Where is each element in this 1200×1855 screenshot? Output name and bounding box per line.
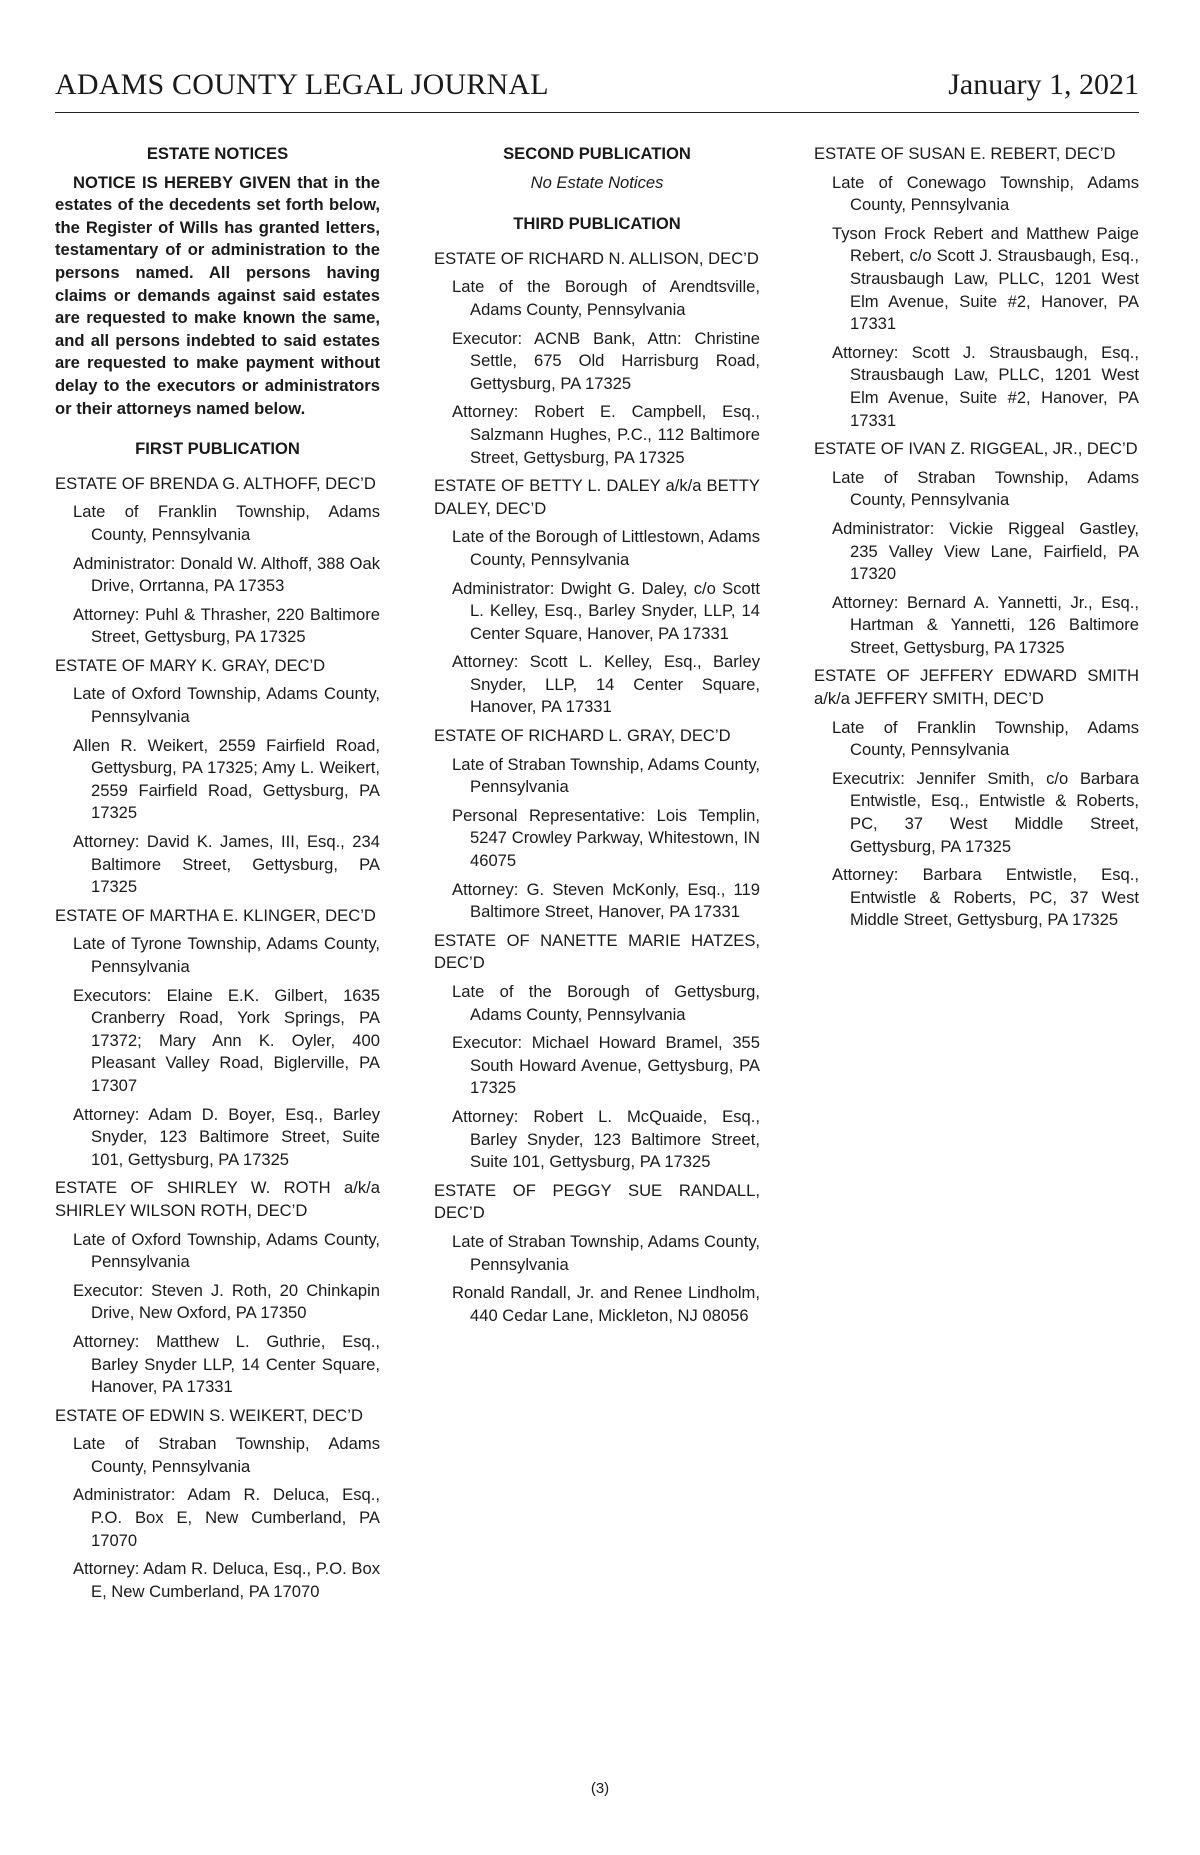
second-publication-heading: SECOND PUBLICATION — [503, 144, 691, 163]
estate-detail: Late of Conewago Township, Adams County, Pennsylvania — [832, 172, 1139, 215]
estate-detail: Attorney: Robert E. Campbell, Esq., Salzmann Hughes, P.C., 112 Baltimore Street, Gettysburg, PA 17325 — [452, 402, 760, 467]
estate-detail: Late of Oxford Township, Adams County, Pennsylvania — [73, 1229, 380, 1272]
first-publication-heading: FIRST PUBLICATION — [135, 439, 300, 459]
estate-notice — [434, 725, 760, 924]
estate-detail: Administrator: Donald W. Althoff, 388 Oak Drive, Orrtanna, PA 17353 — [73, 553, 380, 596]
estate-notice — [55, 1177, 380, 1398]
estate-notice — [55, 1405, 380, 1604]
journal-header — [55, 64, 1139, 113]
estate-notice — [434, 930, 760, 1174]
estate-title: ESTATE OF EDWIN S. WEIKERT, DEC’D — [55, 1405, 363, 1425]
estate-detail: Late of Franklin Township, Adams County, Pennsylvania — [832, 717, 1139, 760]
estate-detail: Administrator: Vickie Riggeal Gastley, 235 Valley View Lane, Fairfield, PA 17320 — [832, 518, 1139, 584]
estate-title: ESTATE OF SHIRLEY W. ROTH a/k/a SHIRLEY WILSON ROTH, DEC’D — [55, 1178, 380, 1220]
estate-title: ESTATE OF MARY K. GRAY, DEC’D — [55, 655, 326, 675]
estate-detail: Late of Straban Township, Adams County, Pennsylvania — [73, 1434, 380, 1476]
estate-title: ESTATE OF RICHARD L. GRAY, DEC’D — [434, 726, 731, 746]
estate-title: ESTATE OF JEFFERY EDWARD SMITH a/k/a JEFFERY SMITH, DEC’D — [814, 666, 1139, 709]
estate-notice — [814, 438, 1139, 659]
estate-detail: Attorney: Puhl & Thrasher, 220 Baltimore Street, Gettysburg, PA 17325 — [73, 604, 380, 647]
estate-detail: Executor: Steven J. Roth, 20 Chinkapin Drive, New Oxford, PA 17350 — [73, 1280, 380, 1323]
estate-title: ESTATE OF NANETTE MARIE HATZES, DEC’D — [434, 930, 760, 973]
estate-title: ESTATE OF BETTY L. DALEY a/k/a BETTY DALEY, DEC’D — [434, 476, 760, 518]
estate-title: ESTATE OF IVAN Z. RIGGEAL, JR., DEC’D — [814, 439, 1138, 459]
estate-detail: Late of Straban Township, Adams County, Pennsylvania — [832, 467, 1139, 510]
estate-detail: Late of Tyrone Township, Adams County, Pennsylvania — [73, 934, 380, 976]
estate-notice — [434, 248, 760, 469]
estate-notice — [55, 905, 380, 1172]
notice-intro: NOTICE IS HEREBY GIVEN that in the estates of the decedents set forth below, the Register of Wills has granted letters, testamentary of or administration to the persons named. All persons having claims or demands against said estates are requested to make known the same, and all persons indebted to said estates are requested to make payment without delay to the executors or administrators or their attorneys named below. — [55, 172, 380, 418]
column-1 — [55, 143, 380, 1609]
estate-title: ESTATE OF PEGGY SUE RANDALL, DEC’D — [434, 1180, 760, 1223]
estate-detail: Attorney: Adam R. Deluca, Esq., P.O. Box E, New Cumberland, PA 17070 — [73, 1559, 380, 1601]
estate-notice — [434, 475, 760, 719]
column-3 — [814, 143, 1139, 938]
estate-detail: Attorney: Scott J. Strausbaugh, Esq., Strausbaugh Law, PLLC, 1201 West Elm Avenue, Suite #2, Hanover, PA 17331 — [832, 342, 1139, 430]
estate-notice — [814, 665, 1139, 932]
estate-detail: Executor: Michael Howard Bramel, 355 South Howard Avenue, Gettysburg, PA 17325 — [452, 1033, 760, 1098]
estate-detail: Attorney: Bernard A. Yannetti, Jr., Esq., Hartman & Yannetti, 126 Baltimore Street, Gettysburg, PA 17325 — [832, 592, 1139, 657]
estate-detail: Attorney: Robert L. McQuaide, Esq., Barley Snyder, 123 Baltimore Street, Suite 101, Gettysburg, PA 17325 — [452, 1106, 760, 1172]
estate-detail: Administrator: Dwight G. Daley, c/o Scott L. Kelley, Esq., Barley Snyder, LLP, 14 Center Square, Hanover, PA 17331 — [452, 578, 760, 643]
page-number: (3) — [590, 1780, 610, 1797]
estate-detail: Attorney: Matthew L. Guthrie, Esq., Barley Snyder LLP, 14 Center Square, Hanover, PA 17331 — [73, 1331, 380, 1397]
estate-detail: Late of Oxford Township, Adams County, Pennsylvania — [73, 684, 380, 727]
estate-detail: Personal Representative: Lois Templin, 5247 Crowley Parkway, Whitestown, IN 46075 — [452, 805, 760, 871]
estate-detail: Ronald Randall, Jr. and Renee Lindholm, 440 Cedar Lane, Mickleton, NJ 08056 — [452, 1283, 760, 1325]
estate-detail: Attorney: Adam D. Boyer, Esq., Barley Snyder, 123 Baltimore Street, Suite 101, Gettysburg, PA 17325 — [73, 1104, 380, 1169]
third-publication-heading: THIRD PUBLICATION — [513, 214, 681, 234]
first-publication-estates — [55, 473, 380, 1604]
estate-notice — [55, 473, 380, 649]
estate-detail: Allen R. Weikert, 2559 Fairfield Road, Gettysburg, PA 17325; Amy L. Weikert, 2559 Fairfield Road, Gettysburg, PA 17325 — [73, 735, 380, 823]
estate-detail: Executor: ACNB Bank, Attn: Christine Settle, 675 Old Harrisburg Road, Gettysburg, PA 17325 — [452, 328, 760, 393]
estate-detail: Late of the Borough of Arendtsville, Adams County, Pennsylvania — [452, 277, 760, 319]
estate-notice — [814, 143, 1139, 432]
estate-detail: Late of Franklin Township, Adams County, Pennsylvania — [73, 502, 380, 544]
estate-title: ESTATE OF MARTHA E. KLINGER, DEC’D — [55, 905, 376, 925]
issue-date: January 1, 2021 — [948, 68, 1139, 101]
third-publication-estates-continued — [814, 143, 1139, 932]
estate-notice — [55, 655, 380, 899]
column-2 — [434, 143, 760, 1333]
estate-detail: Attorney: Barbara Entwistle, Esq., Entwistle & Roberts, PC, 37 West Middle Street, Gettysburg, PA 17325 — [832, 865, 1139, 930]
estate-detail: Executors: Elaine E.K. Gilbert, 1635 Cranberry Road, York Springs, PA 17372; Mary Ann K. Oyler, 400 Pleasant Valley Road, Biglerville, PA 17307 — [73, 985, 380, 1095]
estate-notice — [434, 1180, 760, 1328]
estate-detail: Late of the Borough of Littlestown, Adams County, Pennsylvania — [452, 527, 760, 569]
estate-title: ESTATE OF RICHARD N. ALLISON, DEC’D — [434, 248, 759, 268]
estate-detail: Administrator: Adam R. Deluca, Esq., P.O. Box E, New Cumberland, PA 17070 — [73, 1485, 380, 1550]
estate-title: ESTATE OF SUSAN E. REBERT, DEC’D — [814, 144, 1116, 163]
estate-detail: Attorney: Scott L. Kelley, Esq., Barley Snyder, LLP, 14 Center Square, Hanover, PA 17331 — [452, 652, 760, 717]
estate-detail: Attorney: G. Steven McKonly, Esq., 119 Baltimore Street, Hanover, PA 17331 — [452, 879, 760, 922]
third-publication-estates — [434, 248, 760, 1328]
estate-title: ESTATE OF BRENDA G. ALTHOFF, DEC’D — [55, 473, 376, 493]
estate-notices-heading: ESTATE NOTICES — [146, 144, 289, 163]
estate-detail: Tyson Frock Rebert and Matthew Paige Rebert, c/o Scott J. Strausbaugh, Esq., Strausbaugh Law, PLLC, 1201 West Elm Avenue, Suite #2, Hanover, PA 17331 — [832, 223, 1139, 334]
estate-detail: Attorney: David K. James, III, Esq., 234 Baltimore Street, Gettysburg, PA 17325 — [73, 832, 380, 897]
journal-title: ADAMS COUNTY LEGAL JOURNAL — [55, 68, 549, 101]
no-estate-notices: No Estate Notices — [530, 172, 664, 192]
estate-detail: Late of the Borough of Gettysburg, Adams County, Pennsylvania — [452, 982, 760, 1024]
estate-detail: Late of Straban Township, Adams County, Pennsylvania — [452, 754, 760, 797]
estate-detail: Late of Straban Township, Adams County, Pennsylvania — [452, 1231, 760, 1274]
estate-detail: Executrix: Jennifer Smith, c/o Barbara Entwistle, Esq., Entwistle & Roberts, PC, 37 West Middle Street, Gettysburg, PA 17325 — [832, 768, 1139, 856]
